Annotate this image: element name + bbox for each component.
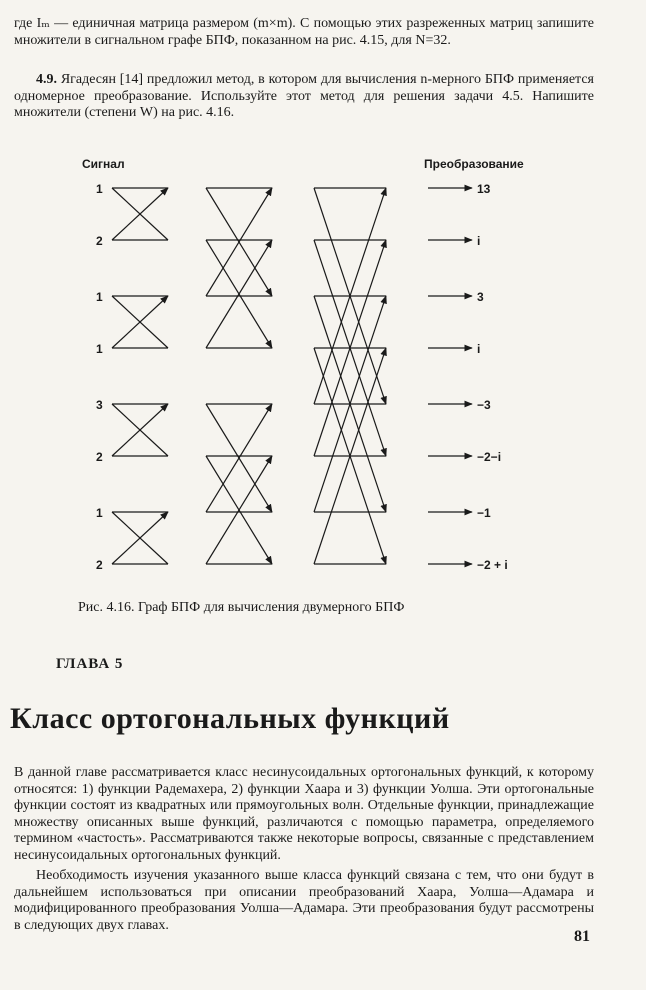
fft-signal-flow-graph xyxy=(0,140,646,590)
graph-edges xyxy=(112,188,386,564)
problem-text: Ягадесян [14] предложил метод, в котором для вычисления n-мерного БПФ применяется одномерное преобразование. Используйте этот метод для решения задачи 4.5. Напишите множители (степени W) на рис. 4.16. xyxy=(14,72,594,120)
problem-4-9-paragraph xyxy=(14,72,594,122)
chapter-label: ГЛАВА 5 xyxy=(56,656,124,672)
input-label: 2 xyxy=(96,450,103,464)
output-label: −3 xyxy=(477,398,491,412)
input-label: 1 xyxy=(96,342,103,356)
input-label: 2 xyxy=(96,234,103,248)
signal-header: Сигнал xyxy=(82,157,125,171)
intro-paragraph: где Iₘ — единичная матрица размером (m×m). С помощью этих разреженных матриц запишите множители в сигнальном графе БПФ, показанном на рис. 4.15, для N=32. xyxy=(14,16,594,48)
transform-header: Преобразование xyxy=(424,157,524,171)
output-label: 3 xyxy=(477,290,484,304)
chapter-second-paragraph-text: Необходимость изучения указанного выше класса функций связана с тем, что они будут в дальнейшем использоваться при описании преобразований Хаара, Уолша—Адамара и модифицированного преобразования Уолша—Адамара. Эти преобразования будут рассмотрены в следующих двух главах. xyxy=(14,868,594,933)
output-labels xyxy=(428,182,508,572)
output-label: −2−i xyxy=(477,450,502,464)
chapter-second-paragraph xyxy=(14,868,594,934)
output-label: −2 + i xyxy=(477,558,508,572)
output-label: i xyxy=(477,234,481,248)
output-label: −1 xyxy=(477,506,491,520)
figure-caption: Рис. 4.16. Граф БПФ для вычисления двумерного БПФ xyxy=(78,600,405,615)
chapter-intro-paragraph: В данной главе рассматривается класс несинусоидальных ортогональных функций, к которому относятся: 1) функции Радемахера, 2) функции Хаара и 3) функции Уолша. Эти ортогональные функции состоят из квадратных или прямоугольных волн. Отдельные функции, принадлежащие множеству описанных выше функций, различаются с помощью параметра, определяемого термином «частость». Рассматриваются также некоторые вопросы, связанные с представлением несинусоидальных ортогональных функций. xyxy=(14,765,594,863)
problem-number: 4.9. xyxy=(36,72,57,87)
input-labels xyxy=(96,182,103,572)
input-label: 2 xyxy=(96,558,103,572)
output-label: i xyxy=(477,342,481,356)
chapter-title: Класс ортогональных функций xyxy=(10,702,450,735)
page-number: 81 xyxy=(574,928,590,945)
input-label: 3 xyxy=(96,398,103,412)
input-label: 1 xyxy=(96,506,103,520)
input-label: 1 xyxy=(96,182,103,196)
input-label: 1 xyxy=(96,290,103,304)
output-label: 13 xyxy=(477,182,491,196)
